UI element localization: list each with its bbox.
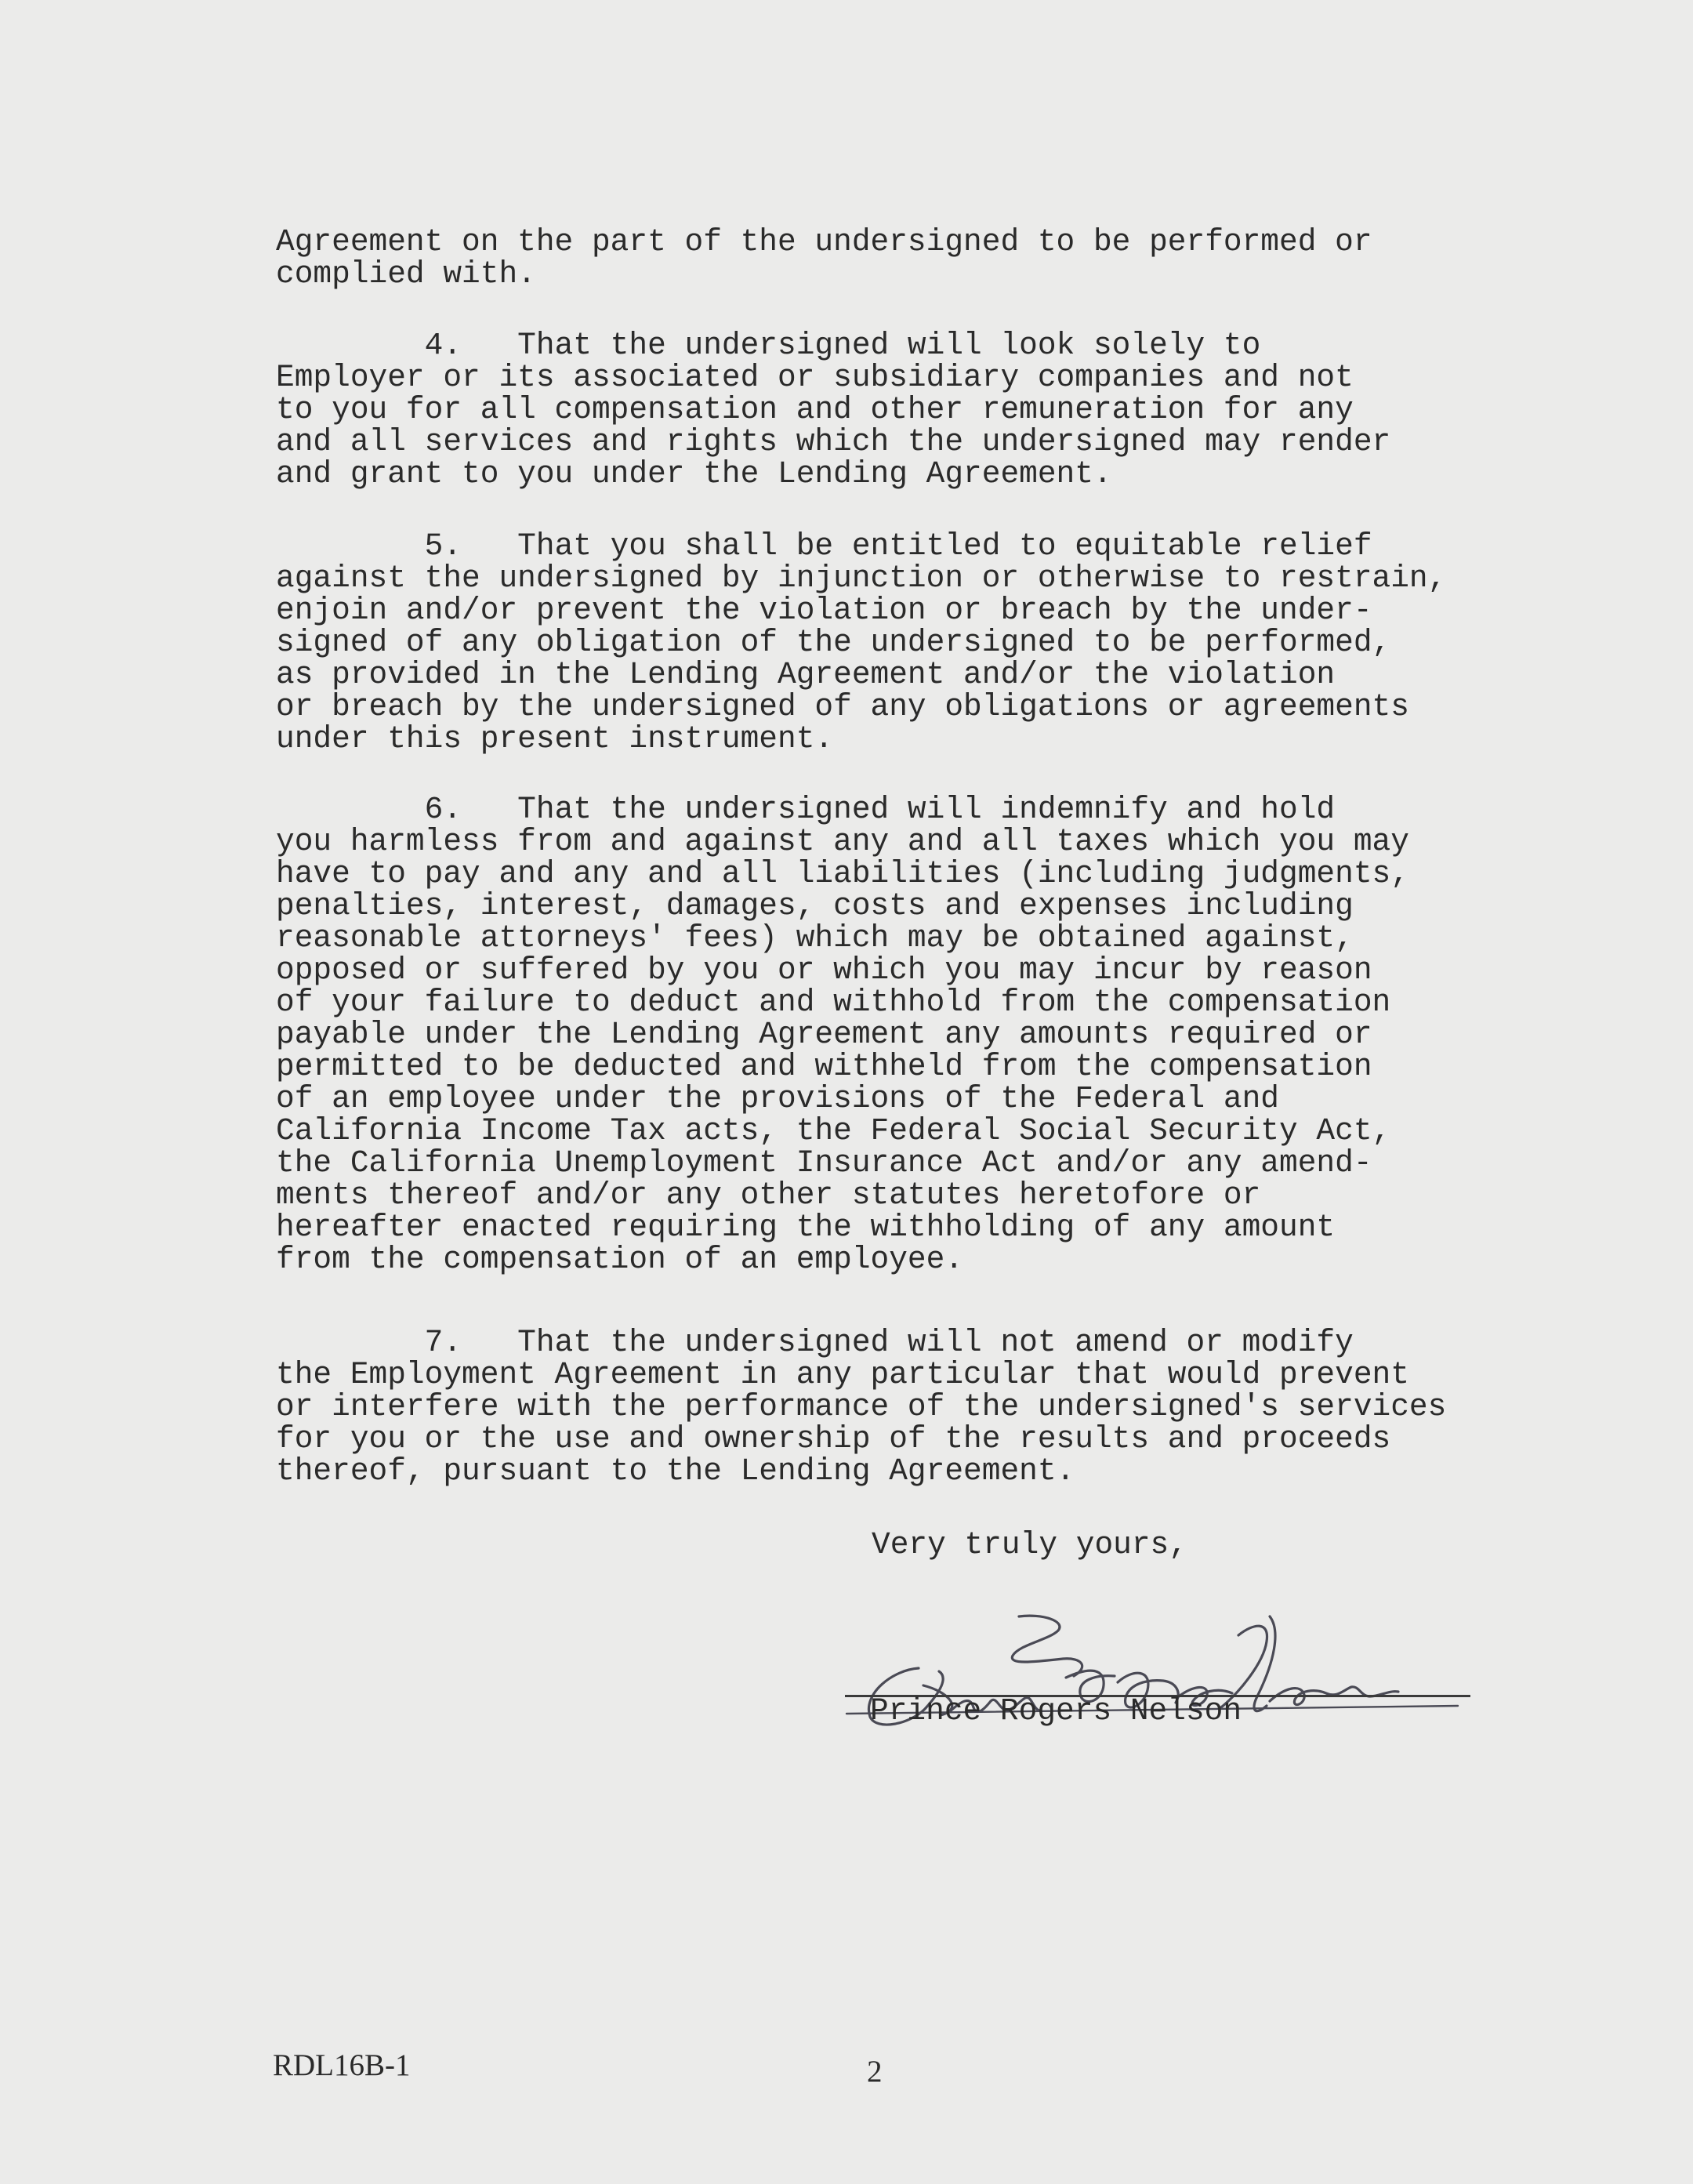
document-code: RDL16B-1 bbox=[273, 2048, 411, 2082]
closing-salutation: Very truly yours, bbox=[872, 1527, 1187, 1562]
paragraph-number: 4. bbox=[276, 328, 518, 363]
paragraph-number: 6. bbox=[276, 792, 518, 827]
paragraph-body: That the undersigned will indemnify and hold you harmless from and against any and all taxes which you may have to pay and any and all liabilities (including judgments, penalties, interest, damages, costs and expenses including reasonable attorneys' fees) which may be obtained against, opposed or suffered by you or which you may incur by reason of your failure to deduct and withhold from the compensation payable under the Lending Agreement any amounts required or permitted to be deducted and withheld from the compensation of an employee under the provisions of the Federal and California Income Tax acts, the Federal Social Security Act, the California Unemployment Insurance Act and/or any amend- ments thereof and/or any other statutes heretofore or hereafter enacted requiring the withholding of any amount from the compensation of an employee. bbox=[276, 792, 1409, 1277]
continuation-text: Agreement on the part of the undersigned to be performed or complied with. bbox=[276, 224, 1372, 292]
paragraph-7 bbox=[276, 1326, 1546, 1487]
page-number: 2 bbox=[867, 2055, 883, 2088]
paragraph-6 bbox=[276, 793, 1546, 1275]
paragraph-number: 7. bbox=[276, 1325, 518, 1360]
paragraph-number: 5. bbox=[276, 528, 518, 564]
signer-name: Prince Rogers Nelson bbox=[870, 1693, 1242, 1729]
paragraph-5 bbox=[276, 530, 1546, 755]
paragraph-body: That you shall be entitled to equitable relief against the undersigned by injunction or otherwise to restrain, enjoin and/or prevent the violation or breach by the under- signed of any obligation of the undersigned to be performed, as provided in the Lending Agreement and/or the violation or breach by the undersigned of any obligations or agreements under this present instrument. bbox=[276, 528, 1447, 756]
paragraph-body: That the undersigned will look solely to Employer or its associated or subsidiary companies and not to you for all compensation and other remuneration for any and all services and rights which the undersigned may render and grant to you under the Lending Agreement. bbox=[276, 328, 1391, 492]
paragraph-4 bbox=[276, 329, 1546, 490]
paragraph-body: That the undersigned will not amend or modify the Employment Agreement in any particular that would prevent or interfere with the performance of the undersigned's services for you or the use and ownership of the results and proceeds thereof, pursuant to the Lending Agreement. bbox=[276, 1325, 1447, 1489]
